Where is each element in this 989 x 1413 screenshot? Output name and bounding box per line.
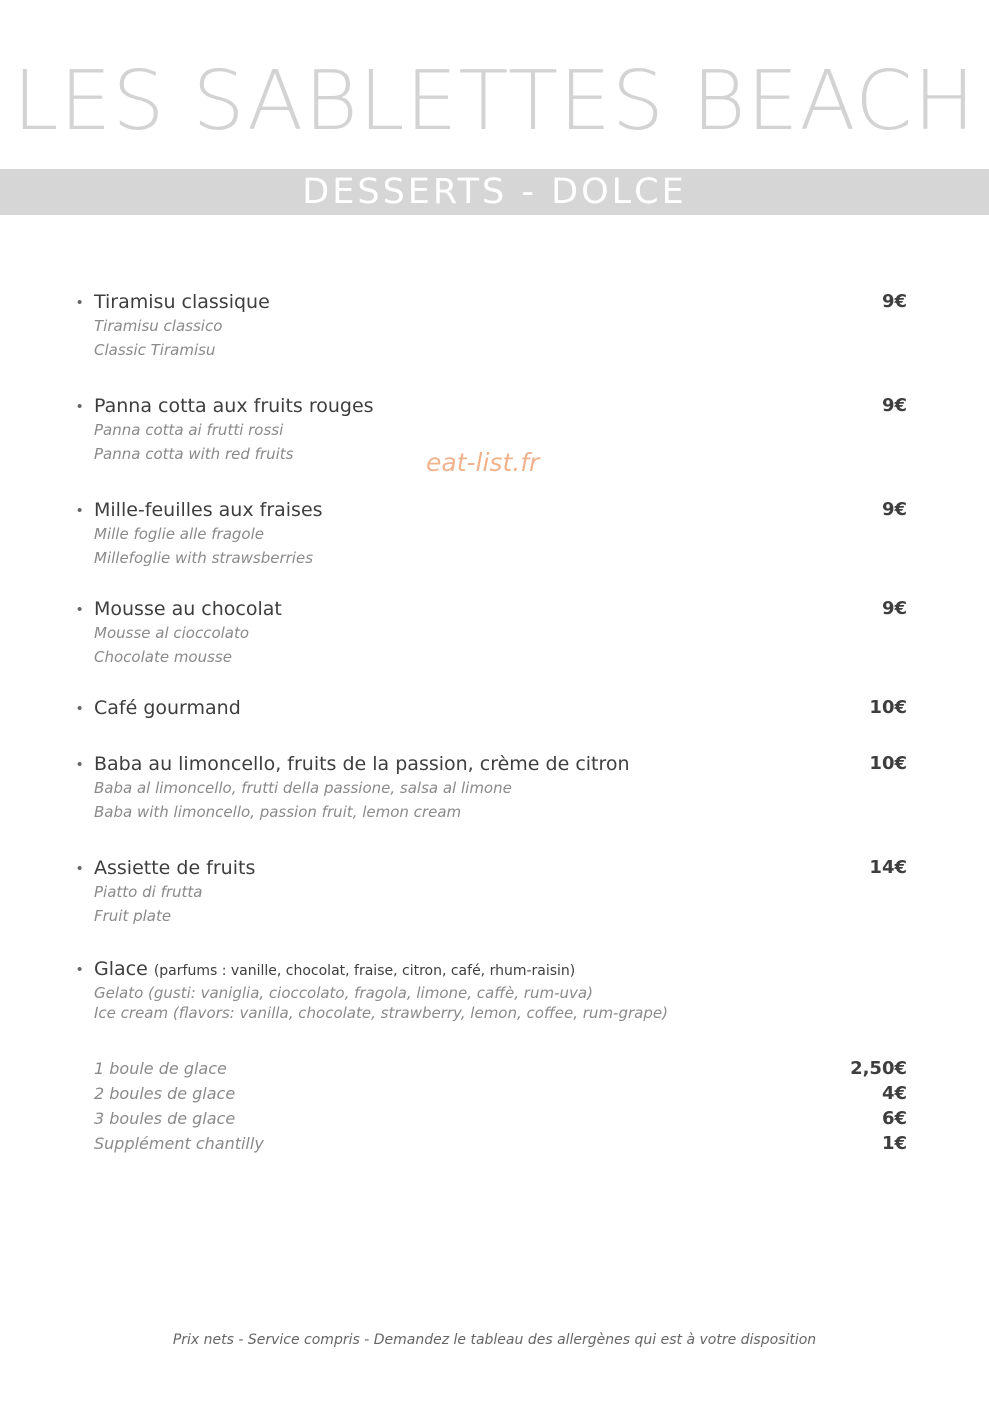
- item-name: Tiramisu classique: [94, 291, 270, 313]
- bullet: •: [77, 502, 83, 519]
- item-name: Baba au limoncello, fruits de la passion, crème de citron: [94, 753, 630, 775]
- item-name-italian: Panna cotta ai frutti rossi: [94, 421, 284, 439]
- item-price: 9€: [881, 291, 907, 312]
- item-name-italian: Tiramisu classico: [94, 317, 223, 335]
- option-label: 2 boules de glace: [94, 1084, 236, 1103]
- item-name: Café gourmand: [94, 697, 241, 719]
- item-price: 9€: [881, 395, 907, 416]
- item-name-italian: Piatto di frutta: [94, 883, 203, 901]
- item-name-english: Fruit plate: [94, 907, 172, 925]
- item-name-english: Panna cotta with red fruits: [94, 445, 294, 463]
- restaurant-name: LES SABLETTES BEACH: [12, 54, 977, 149]
- option-price: 4€: [881, 1083, 907, 1104]
- menu-item-glace: [0, 957, 989, 1027]
- item-name-italian: Mousse al cioccolato: [94, 624, 250, 642]
- ice-cream-option-row: [0, 1081, 989, 1106]
- menu-item-baba-limoncello: [0, 752, 989, 827]
- item-flavors-note: (parfums : vanille, chocolat, fraise, citron, café, rhum-raisin): [153, 963, 576, 979]
- bullet: •: [77, 398, 83, 415]
- item-price: 10€: [869, 697, 907, 718]
- menu-item-panna-cotta: [0, 394, 989, 469]
- menu-item-mousse-chocolat: [0, 597, 989, 672]
- option-price: 1€: [881, 1133, 907, 1154]
- item-name: Assiette de fruits: [94, 857, 256, 879]
- item-price: 10€: [869, 753, 907, 774]
- item-name: Mille-feuilles aux fraises: [94, 499, 323, 521]
- bullet: •: [77, 860, 83, 877]
- item-name-english: Ice cream (flavors: vanilla, chocolate, strawberry, lemon, coffee, rum-grape): [94, 1004, 668, 1022]
- item-name-english: Baba with limoncello, passion fruit, lemon cream: [94, 803, 462, 821]
- item-name-english: Millefoglie with strawsberries: [94, 549, 314, 567]
- bullet: •: [77, 961, 83, 978]
- watermark: eat-list.fr: [426, 448, 540, 477]
- menu-item-assiette-fruits: [0, 856, 989, 931]
- item-price: 9€: [881, 499, 907, 520]
- item-name: [94, 957, 575, 983]
- option-price: 6€: [881, 1108, 907, 1129]
- bullet: •: [77, 756, 83, 773]
- option-label: Supplément chantilly: [94, 1134, 264, 1153]
- ice-cream-option-row: [0, 1106, 989, 1131]
- section-title: DESSERTS - DOLCE: [302, 172, 687, 212]
- ice-cream-option-row: [0, 1131, 989, 1156]
- item-name-english: Chocolate mousse: [94, 648, 232, 666]
- menu-item-tiramisu: [0, 290, 989, 365]
- menu-item-cafe-gourmand: [0, 696, 989, 722]
- bullet: •: [77, 700, 83, 717]
- item-name-english: Classic Tiramisu: [94, 341, 216, 359]
- menu-item-mille-feuilles: [0, 498, 989, 573]
- footer-note: Prix nets - Service compris - Demandez le tableau des allergènes qui est à votre disposition: [172, 1332, 817, 1348]
- section-header-band: [0, 169, 989, 215]
- item-name: Mousse au chocolat: [94, 598, 282, 620]
- ice-cream-option-row: [0, 1056, 989, 1081]
- item-price: 14€: [869, 857, 907, 878]
- item-name-main: Glace: [94, 958, 148, 980]
- bullet: •: [77, 294, 83, 311]
- option-label: 1 boule de glace: [94, 1059, 227, 1078]
- option-price: 2,50€: [850, 1058, 907, 1079]
- item-price: 9€: [881, 598, 907, 619]
- bullet: •: [77, 601, 83, 618]
- option-label: 3 boules de glace: [94, 1109, 236, 1128]
- item-name-italian: Mille foglie alle fragole: [94, 525, 265, 543]
- item-name: Panna cotta aux fruits rouges: [94, 395, 374, 417]
- item-name-italian: Gelato (gusti: vaniglia, cioccolato, fragola, limone, caffè, rum-uva): [94, 984, 593, 1002]
- item-name-italian: Baba al limoncello, frutti della passione, salsa al limone: [94, 779, 512, 797]
